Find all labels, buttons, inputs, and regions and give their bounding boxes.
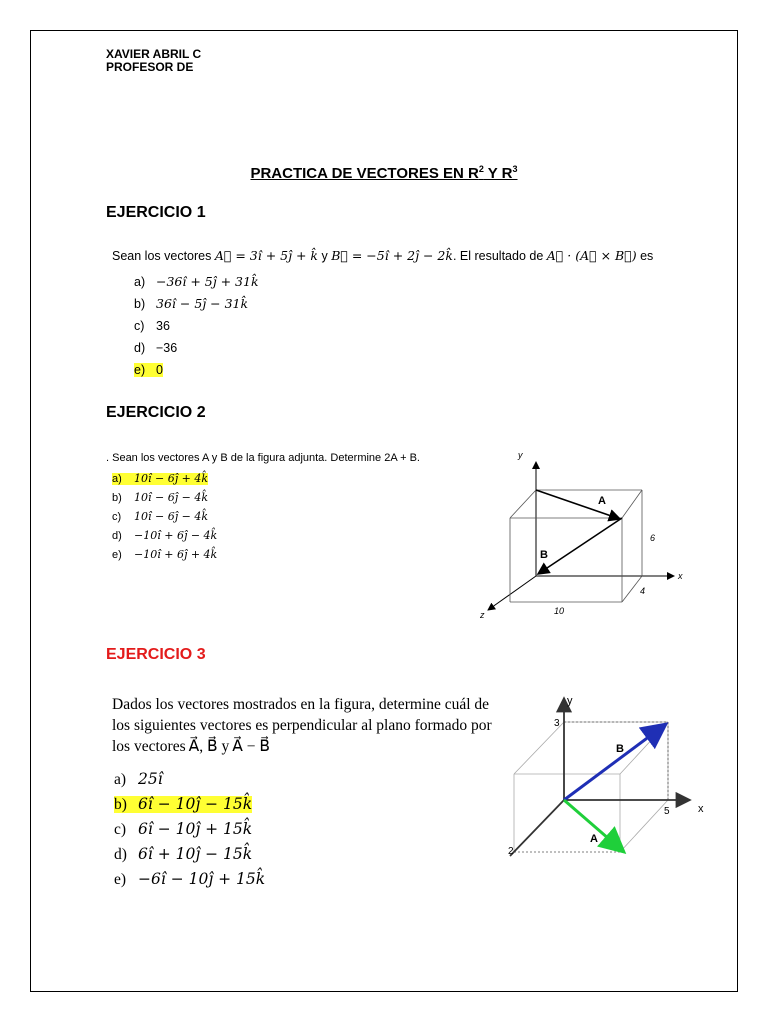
exercise-1-option-e: e) 0 (134, 363, 163, 377)
exercise-2-option-d: d) −10î + 6ĵ − 4k̂ (112, 529, 218, 542)
label-a: A (598, 495, 606, 507)
exercise-1-option-d: d) −36 (134, 341, 178, 355)
exercise-3-figure (500, 690, 715, 865)
dim-4: 4 (640, 586, 646, 596)
exercise-3-option-d: d) 6î + 10ĵ − 15k̂ (114, 845, 253, 863)
dim-3: 3 (554, 718, 560, 729)
axis-label-z: z (480, 610, 485, 620)
exercise-1-heading: EJERCICIO 1 (106, 204, 206, 221)
exercise-2-statement: . Sean los vectores A y B de la figura adjunta. Determine 2A + B. (106, 452, 420, 464)
exercise-3-option-c: c) 6î − 10ĵ + 15k̂ (114, 820, 253, 838)
exercise-1-statement: Sean los vectores A⃗ = 3î + 5ĵ + k̂ y B⃗ = −5î + 2ĵ − 2k̂. El resultado de A⃗ · (A⃗ × B⃗) es (112, 248, 654, 263)
exercise-3-statement: Dados los vectores mostrados en la figura, determine cuál de los siguientes vectores es perpendicular al plano formado por los vectores A⃗, B⃗ y A⃗ − B⃗ (112, 696, 492, 755)
exercise-1-option-c: c) 36 (134, 319, 170, 333)
axis-label-x: x (678, 571, 683, 581)
exercise-3-option-a: a) 25î (114, 770, 163, 788)
z-axis (510, 800, 564, 856)
exercise-3-option-e: e) −6î − 10ĵ + 15k̂ (114, 870, 266, 888)
page-title: PRACTICA DE VECTORES EN $R^2$ Y $R^3$ (250, 164, 518, 182)
exercise-2-heading: EJERCICIO 2 (106, 404, 206, 421)
exercise-3-option-b: b) 6î − 10ĵ − 15k̂ (114, 795, 253, 813)
label-b: B (616, 743, 624, 755)
label-b: B (540, 549, 548, 561)
axis-label-x: x (698, 803, 704, 815)
z-axis (488, 576, 536, 610)
author-block (106, 48, 201, 74)
exercise-1-option-a: a) −36î + 5ĵ + 31k̂ (134, 274, 259, 289)
axis-label-y: y (567, 695, 573, 707)
label-a: A (590, 833, 598, 845)
dim-5: 5 (664, 806, 670, 817)
vector-b (538, 518, 622, 574)
vector-a (536, 490, 620, 519)
author-name: XAVIER ABRIL C (106, 47, 202, 61)
exercise-2-option-a: a) 10î − 6ĵ + 4k̂ (112, 472, 209, 485)
exercise-2-figure (474, 446, 694, 626)
exercise-3-heading: EJERCICIO 3 (106, 646, 206, 663)
box-edges (510, 490, 642, 602)
exercise-1-option-b: b) 36î − 5ĵ − 31k̂ (134, 296, 249, 311)
dim-6: 6 (650, 533, 656, 543)
exercise-2-option-b: b) 10î − 6ĵ − 4k̂ (112, 491, 209, 504)
author-role: PROFESOR DE (106, 60, 194, 74)
exercise-2-option-e: e) −10î + 6ĵ + 4k̂ (112, 548, 218, 561)
dim-2: 2 (508, 846, 514, 857)
axis-label-y: y (518, 450, 523, 460)
vector-b (564, 724, 666, 800)
dim-10: 10 (554, 606, 565, 616)
exercise-2-option-c: c) 10î − 6ĵ − 4k̂ (112, 510, 209, 523)
